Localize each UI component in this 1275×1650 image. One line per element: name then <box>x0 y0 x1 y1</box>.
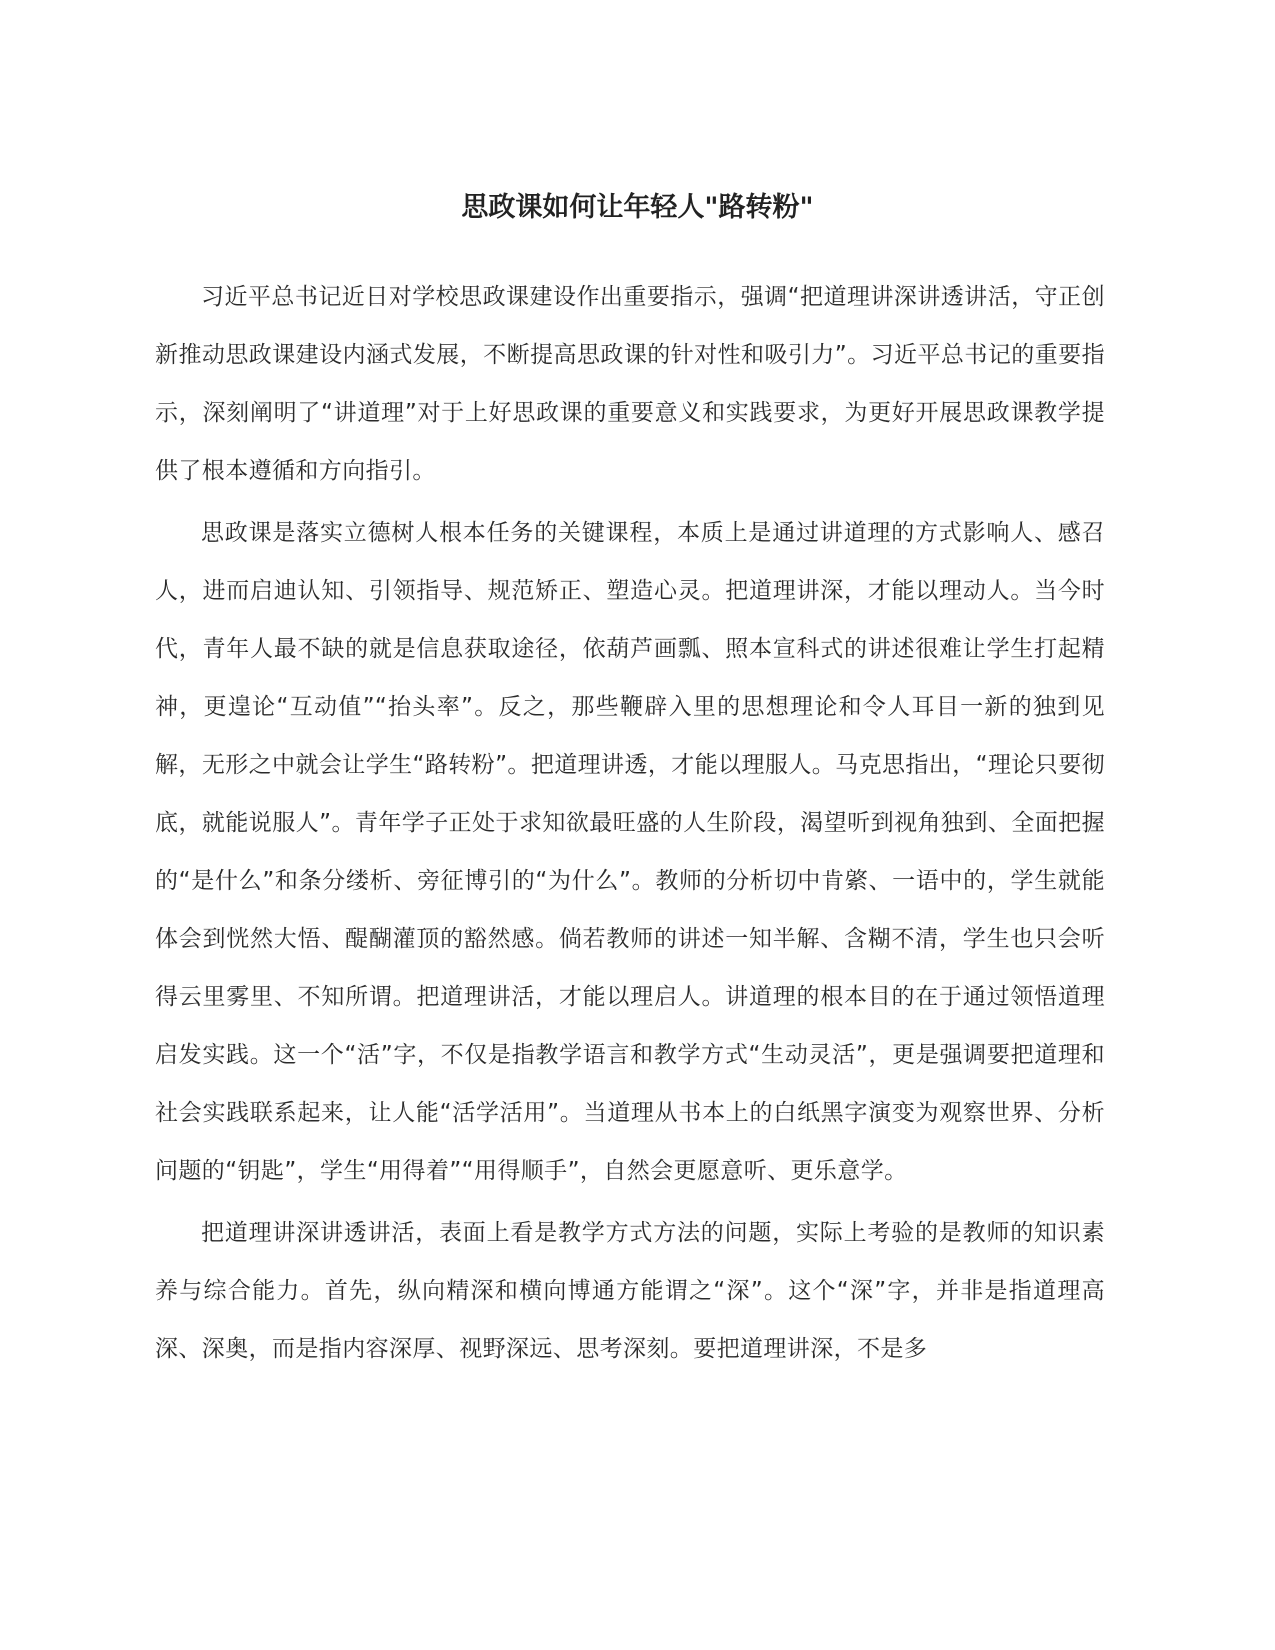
paragraph-1: 习近平总书记近日对学校思政课建设作出重要指示，强调“把道理讲深讲透讲活，守正创新推动思政课建设内涵式发展，不断提高思政课的针对性和吸引力”。习近平总书记的重要指示，深刻阐明了“讲道理”对于上好思政课的重要意义和实践要求，为更好开展思政课教学提供了根本遵循和方向指引。 <box>155 284 1105 484</box>
document-title: 思政课如何让年轻人"路转粉" <box>461 192 814 223</box>
paragraph-2: 思政课是落实立德树人根本任务的关键课程，本质上是通过讲道理的方式影响人、感召人，进而启迪认知、引领指导、规范矫正、塑造心灵。把道理讲深，才能以理动人。当今时代，青年人最不缺的就是信息获取途径，依葫芦画瓢、照本宣科式的讲述很难让学生打起精神，更遑论“互动值”“抬头率”。反之，那些鞭辟入里的思想理论和令人耳目一新的独到见解，无形之中就会让学生“路转粉”。把道理讲透，才能以理服人。马克思指出，“理论只要彻底，就能说服人”。青年学子正处于求知欲最旺盛的人生阶段，渴望听到视角独到、全面把握的“是什么”和条分缕析、旁征博引的“为什么”。教师的分析切中肯綮、一语中的，学生就能体会到恍然大悟、醍醐灌顶的豁然感。倘若教师的讲述一知半解、含糊不清，学生也只会听得云里雾里、不知所谓。把道理讲活，才能以理启人。讲道理的根本目的在于通过领悟道理启发实践。这一个“活”字，不仅是指教学语言和教学方式“生动灵活”，更是强调要把道理和社会实践联系起来，让人能“活学活用”。当道理从书本上的白纸黑字演变为观察世界、分析问题的“钥匙”，学生“用得着”“用得顺手”，自然会更愿意听、更乐意学。 <box>155 520 1105 1184</box>
document-body <box>155 268 1105 1378</box>
paragraph-3: 把道理讲深讲透讲活，表面上看是教学方式方法的问题，实际上考验的是教师的知识素养与综合能力。首先，纵向精深和横向博通方能谓之“深”。这个“深”字，并非是指道理高深、深奥，而是指内容深厚、视野深远、思考深刻。要把道理讲深，不是多 <box>155 1220 1105 1362</box>
